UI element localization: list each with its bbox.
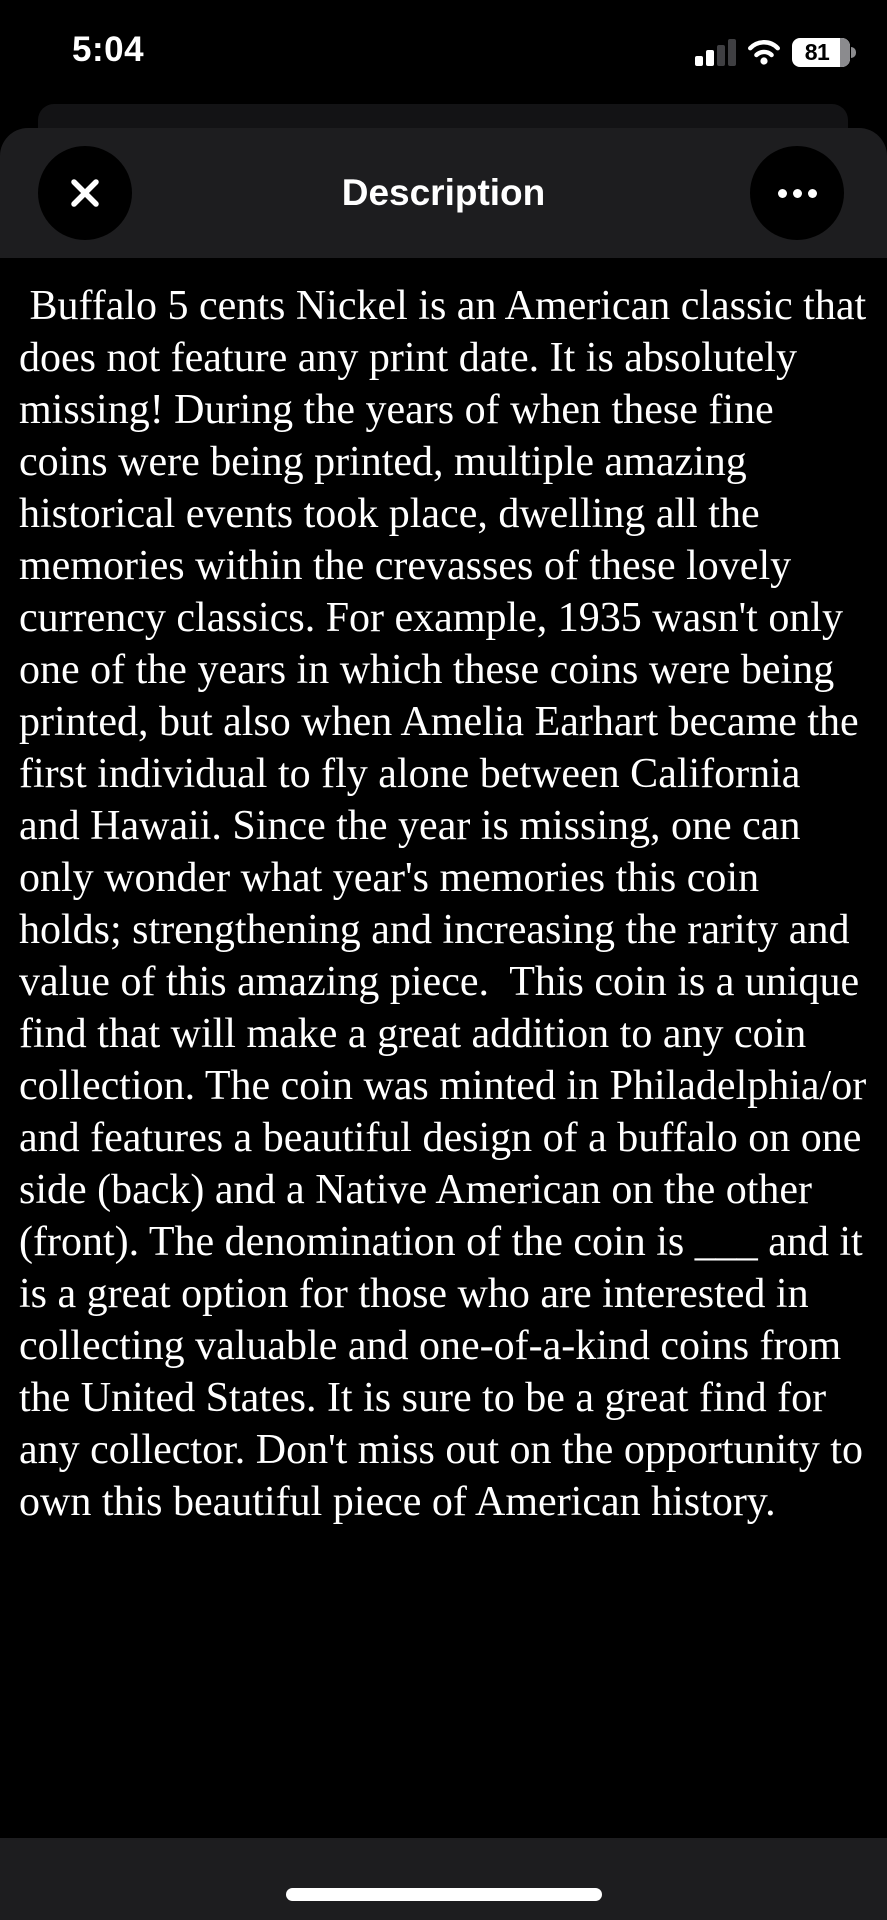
wifi-icon (747, 39, 781, 65)
bottom-bar (0, 1838, 887, 1920)
status-time: 5:04 (72, 30, 145, 69)
battery-unfilled (840, 38, 850, 67)
description-sheet (0, 128, 887, 1920)
battery-body (792, 38, 850, 67)
signal-bar (728, 39, 736, 66)
status-bar (0, 0, 887, 100)
signal-bar (706, 50, 714, 66)
ellipsis-icon (778, 189, 817, 198)
close-button[interactable] (38, 146, 132, 240)
cellular-signal-icon (695, 39, 736, 66)
battery-nub (851, 47, 856, 58)
status-icons (695, 36, 856, 68)
description-scroll-area[interactable] (0, 258, 887, 1838)
more-options-button[interactable] (750, 146, 844, 240)
battery-percent-label: 81 (804, 38, 830, 65)
signal-bar (717, 45, 725, 66)
signal-bar (695, 56, 703, 66)
page-title: Description (341, 172, 546, 213)
close-icon (66, 174, 104, 212)
sheet-header (0, 128, 887, 258)
home-indicator[interactable] (286, 1888, 602, 1901)
description-text: Buffalo 5 cents Nickel is an American classic that does not feature any print date. It is absolutely missing! During the years of when these fine coins were being printed, multiple amazing historical events took place, dwelling all the memories within the crevasses of these lovely currency classics. For example, 1935 wasn't only one of the years in which these coins were being printed, but also when Amelia Earhart became the first individual to fly alone between California and Hawaii. Since the year is missing, one can only wonder what year's memories this coin holds; strengthening and increasing the rarity and value of this amazing piece. This coin is a unique find that will make a great addition to any coin collection. The coin was minted in Philadelphia/or and features a beautiful design of a buffalo on one side (back) and a Native American on the other (front). The denomination of the coin is ___ and it is a great option for those who are interested in collecting valuable and one-of-a-kind coins from the United States. It is sure to be a great find for any collector. Don't miss out on the opportunity to own this beautiful piece of American history. (19, 283, 877, 1525)
battery-icon (792, 38, 856, 67)
